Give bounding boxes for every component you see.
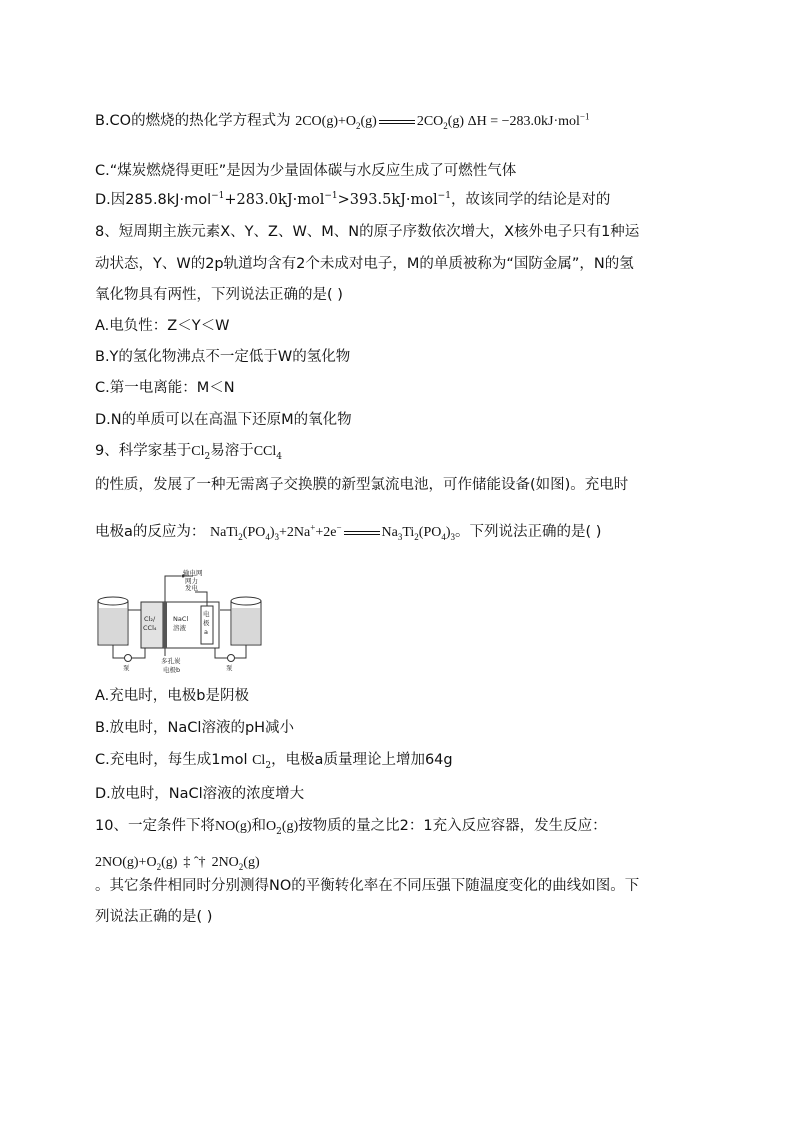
left-pump-label: 泵 (123, 664, 130, 672)
flow-battery-diagram (95, 568, 270, 683)
q9-stem-1: 9、科学家基于$Cl_2$易溶于CCl$_4$ (95, 443, 283, 462)
q9-option-a: A.充电时，电极b是阴极 (95, 688, 249, 704)
wind-label-1: 网力 (185, 577, 198, 585)
left-chamber-label-2: CCl₄ (143, 624, 157, 632)
q8-stem-2: 动状态，Y、W的2p轨道均含有2个未成对电子，M的单质被称为“国防金属”，N的氢 (95, 256, 634, 272)
nacl-label-2: 溶液 (173, 624, 186, 632)
q8-option-b: B.Y的氢化物沸点不一定低于W的氢化物 (95, 349, 351, 365)
left-chamber-label-1: Cl₂/ (144, 615, 156, 623)
q10-stem-4: 列说法正确的是( ) (95, 909, 213, 925)
electrode-b-label-2: 电极b (163, 666, 181, 674)
right-pump-label: 泵 (226, 664, 233, 672)
q9-option-b: B.放电时，NaCl溶液的pH减小 (95, 720, 295, 736)
electrode-b (163, 602, 167, 648)
q8-stem-3: 氧化物具有两性，下列说法正确的是( ) (95, 287, 343, 303)
nacl-label-1: NaCl (173, 615, 189, 623)
electrode-b-label-1: 多孔炭 (161, 657, 181, 665)
q9-stem-3: 电极a的反应为： $NaTi_2(PO_4)_3+2Na^++2e^-$ $Na_3Ti_2(PO_4)_3$。下列说法正确的是( ) (95, 522, 602, 542)
option-c-line: C.“煤炭燃烧得更旺”是因为少量固体碳与水反应生成了可燃性气体 (95, 163, 517, 179)
electrode-a-label-1: 电 (203, 610, 210, 618)
wind-label-2: 发电 (185, 584, 198, 592)
option-b-text: B.CO的燃烧的热化学方程式为 (95, 113, 291, 129)
q8-option-a: A.电负性：Z＜Y＜W (95, 318, 230, 334)
q8-option-d: D.N的单质可以在高温下还原M的氧化物 (95, 412, 352, 428)
grid-label: 输电网 (183, 569, 203, 577)
q8-option-c: C.第一电离能：M＜N (95, 380, 235, 396)
electrode-a-label-3: a (204, 628, 208, 636)
left-tank (98, 597, 128, 645)
electrode-a-label-2: 极 (203, 619, 210, 627)
right-pump-icon (228, 655, 235, 662)
option-b-line (95, 111, 589, 132)
q10-stem-3: 。其它条件相同时分别测得NO的平衡转化率在不同压强下随温度变化的曲线如图。下 (95, 878, 640, 894)
option-d-line: D.因285.8kJ·mol$^{-1}$+283.0kJ·mol$^{-1}$>393.5kJ·mol$^{-1}$，故该同学的结论是对的 (95, 191, 611, 208)
option-b-equation: $2CO(g)+O_2(g)$ $2CO_2(g) \Delta H = -283.0kJ\cdot mol^{-1}$ (295, 111, 590, 131)
right-tank (231, 597, 261, 645)
q10-stem-1: 10、一定条件下将NO(g)和$O_2(g)$按物质的量之比2：1充入反应容器，发生反应： (95, 818, 607, 837)
q9-option-d: D.放电时，NaCl溶液的浓度增大 (95, 786, 305, 802)
q10-equation: $2NO(g)+O_2(g)$ ‡ ˆ† $2NO_2(g)$ (95, 855, 260, 872)
left-pump-icon (125, 655, 132, 662)
q9-stem-2: 的性质，发展了一种无需离子交换膜的新型氯流电池，可作储能设备(如图)。充电时 (95, 477, 629, 493)
q9-equation: $NaTi_2(PO_4)_3+2Na^++2e^-$ $Na_3Ti_2(PO_4)_3$ (210, 522, 456, 542)
q9-option-c: C.充电时，每生成1mol $Cl_2$，电极a质量理论上增加64g (95, 752, 453, 771)
q8-stem-1: 8、短周期主族元素X、Y、Z、W、M、N的原子序数依次增大，X核外电子只有1种运 (95, 224, 640, 240)
